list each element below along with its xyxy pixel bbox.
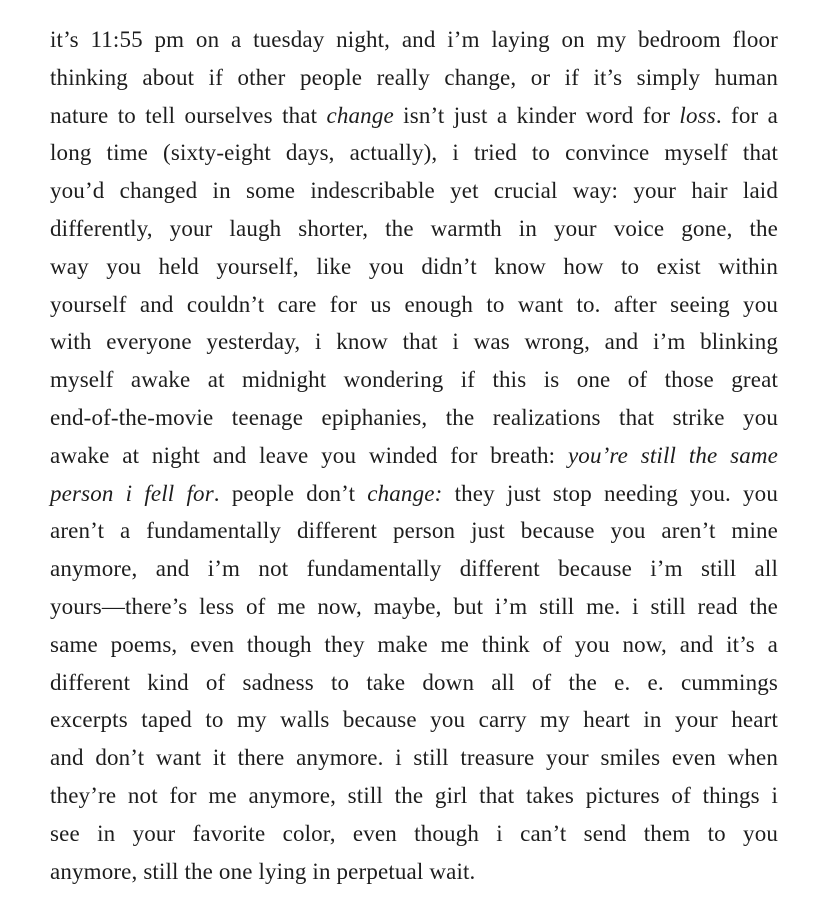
text-line	[50, 134, 778, 172]
text-run: different kind of sadness to take down all of the e. e. cummings	[50, 669, 778, 695]
prose-passage	[50, 21, 778, 890]
text-line	[50, 361, 778, 399]
italic-text: change	[326, 102, 394, 128]
text-run: excerpts taped to my walls because you carry my heart in your heart	[50, 707, 778, 733]
text-run: anymore, still the one lying in perpetual wait.	[50, 858, 476, 884]
text-run: you’d changed in some indescribable yet crucial way: your hair laid	[50, 178, 778, 204]
text-run: differently, your laugh shorter, the warmth in your voice gone, the	[50, 215, 778, 241]
italic-text: change:	[367, 480, 443, 506]
text-run: . for a	[715, 102, 779, 128]
text-line	[50, 286, 778, 324]
text-line	[50, 588, 778, 626]
text-run: end-of-the-movie teenage epiphanies, the realizations that strike you	[50, 404, 778, 430]
text-run: and don’t want it there anymore. i still treasure your smiles even when	[50, 745, 778, 771]
text-run: with everyone yesterday, i know that i was wrong, and i’m blinking	[50, 329, 778, 355]
text-line	[50, 626, 778, 664]
text-run: myself awake at midnight wondering if this is one of those great	[50, 367, 778, 393]
text-run: yours—there’s less of me now, maybe, but i’m still me. i still read the	[50, 593, 778, 619]
text-line	[50, 777, 778, 815]
text-line	[50, 512, 778, 550]
italic-text: loss	[679, 102, 716, 128]
text-line	[50, 97, 778, 135]
text-run: awake at night and leave you winded for breath:	[50, 442, 568, 468]
text-run: way you held yourself, like you didn’t know how to exist within	[50, 253, 778, 279]
text-run: thinking about if other people really change, or if it’s simply human	[50, 64, 778, 90]
text-run: they just stop needing you. you	[442, 480, 778, 506]
text-run: nature to tell ourselves that	[50, 102, 327, 128]
text-run: isn’t just a kinder word for	[393, 102, 680, 128]
text-run: see in your favorite color, even though i can’t send them to you	[50, 820, 778, 846]
text-run: they’re not for me anymore, still the girl that takes pictures of things i	[50, 782, 778, 808]
text-line	[50, 323, 778, 361]
text-run: . people don’t	[213, 480, 368, 506]
text-line	[50, 59, 778, 97]
text-line	[50, 853, 778, 891]
text-line	[50, 248, 778, 286]
text-line	[50, 172, 778, 210]
text-run: aren’t a fundamentally different person just because you aren’t mine	[50, 518, 778, 544]
italic-text: you’re still the same	[567, 442, 778, 468]
text-line	[50, 210, 778, 248]
text-run: anymore, and i’m not fundamentally different because i’m still all	[50, 556, 778, 582]
italic-text: person i fell for	[50, 480, 214, 506]
text-line	[50, 399, 778, 437]
text-line	[50, 437, 778, 475]
text-run: it’s 11:55 pm on a tuesday night, and i’m laying on my bedroom floor	[50, 27, 778, 52]
text-line	[50, 475, 778, 513]
text-line	[50, 701, 778, 739]
text-line	[50, 815, 778, 853]
text-run: long time (sixty-eight days, actually), i tried to convince myself that	[50, 140, 778, 166]
text-line	[50, 21, 778, 59]
text-line	[50, 550, 778, 588]
text-line	[50, 739, 778, 777]
text-run: yourself and couldn’t care for us enough to want to. after seeing you	[50, 291, 778, 317]
text-line	[50, 664, 778, 702]
text-run: same poems, even though they make me think of you now, and it’s a	[50, 631, 778, 657]
